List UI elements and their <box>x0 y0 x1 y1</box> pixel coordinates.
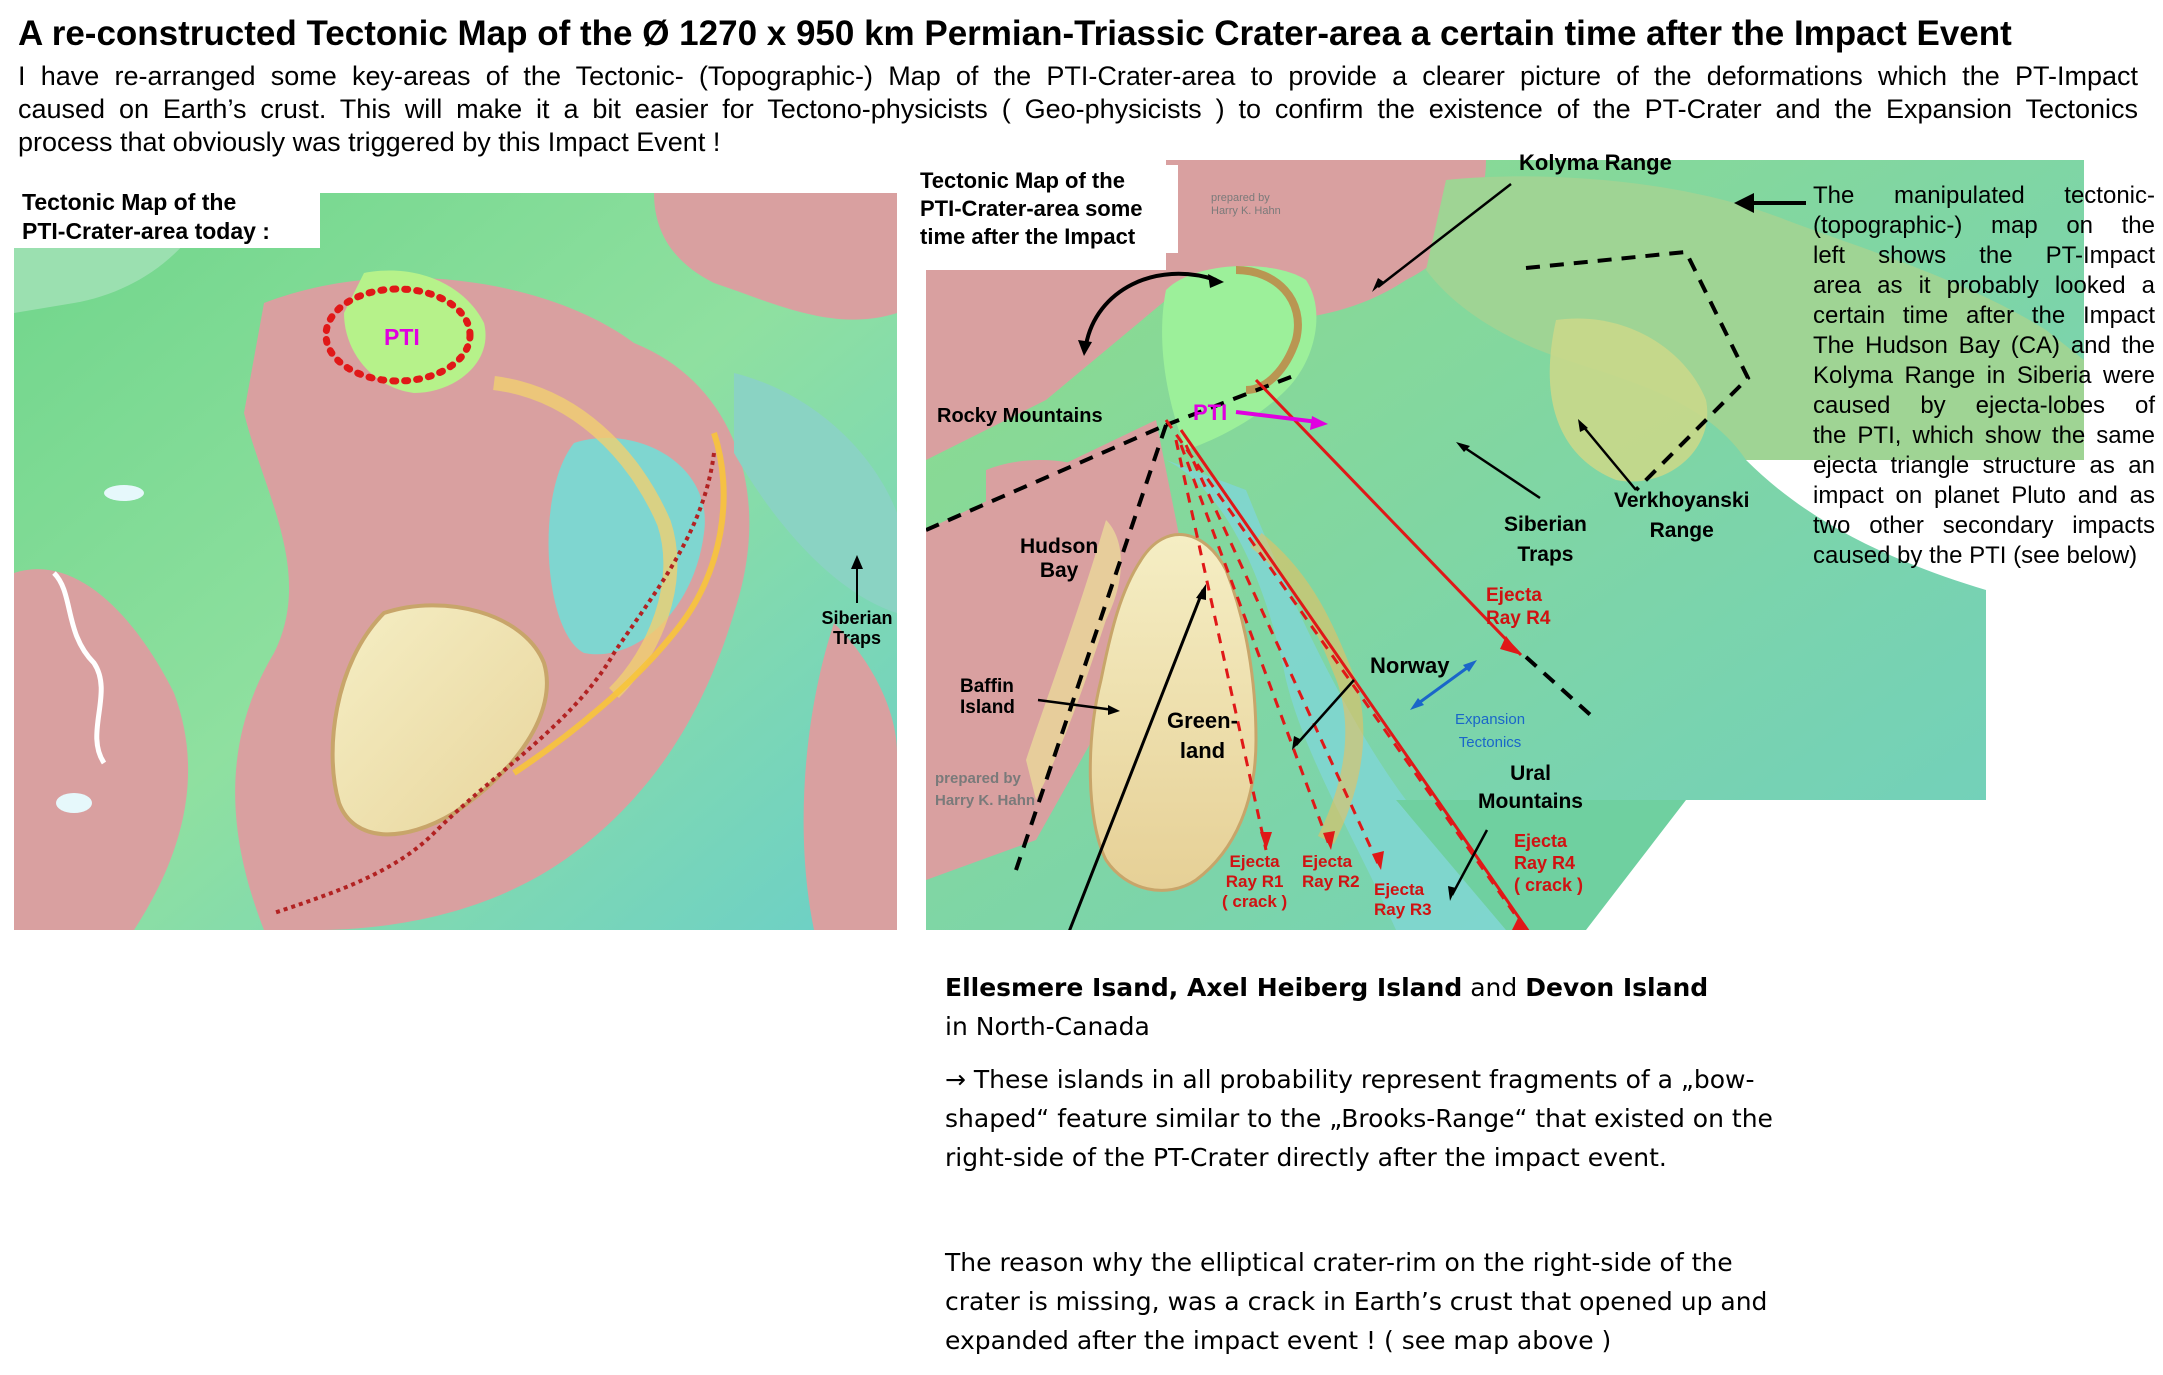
right-caption-line-3: time after the Impact <box>920 224 1136 249</box>
baffin-line-2: Island <box>960 697 1015 718</box>
greenland-line-2: land <box>1179 738 1226 763</box>
tectonic-map-today-graphic <box>14 193 897 930</box>
siberian-line-1: Siberian <box>1504 513 1587 536</box>
verkhoyanski-range-label <box>1614 486 1749 546</box>
left-map-caption <box>14 186 320 248</box>
siberian-line-2: Traps <box>1517 543 1574 566</box>
tectonic-map-today <box>14 193 897 930</box>
prepared-small-1: prepared by <box>1211 192 1270 204</box>
rocky-mountains-label: Rocky Mountains <box>937 405 1103 427</box>
left-siberian-traps-2: Traps <box>832 628 882 648</box>
hudson-bay-label <box>1020 535 1098 583</box>
prepared-line-1: prepared by <box>935 770 1021 787</box>
ural-line-2: Mountains <box>1478 790 1583 813</box>
r4b-line-3: ( crack ) <box>1514 875 1584 895</box>
side-line-5: certain time after the Impact <box>1813 302 2155 329</box>
side-note <box>1813 181 2155 571</box>
ejecta-ray-r1-label <box>1222 852 1287 912</box>
ural-mountains-label <box>1478 760 1583 816</box>
hudson-line-1: Hudson <box>1020 535 1099 558</box>
expansion-tectonics-label <box>1455 708 1525 754</box>
expansion-line-2: Tectonics <box>1458 734 1522 751</box>
r1-line-2: Ray R1 <box>1225 872 1284 891</box>
side-line-2: (topographic-) map on the <box>1813 212 2155 239</box>
right-caption-line-1: Tectonic Map of the <box>920 168 1125 193</box>
r3-line-2: Ray R3 <box>1374 900 1432 919</box>
intro-line-1: I have re-arranged some key-areas of the Tectonic- (Topographic-) Map of the PTI-Crater-area to provide a clearer picture of the deformations which the PT-Impact <box>18 61 2138 91</box>
side-line-12: two other secondary impacts <box>1813 512 2155 539</box>
ejecta-ray-r3-label <box>1374 880 1432 920</box>
hudson-line-2: Bay <box>1039 559 1079 582</box>
left-pti-label: PTI <box>384 324 420 350</box>
right-map-caption <box>912 165 1178 253</box>
islands-heading <box>945 968 1775 1046</box>
r2-line-1: Ejecta <box>1302 852 1353 871</box>
prepared-line-2: Harry K. Hahn <box>935 792 1036 809</box>
side-line-10: ejecta triangle structure as an <box>1813 452 2155 479</box>
left-caption-line-2: PTI-Crater-area today : <box>22 218 270 244</box>
r4b-line-1: Ejecta <box>1514 831 1568 851</box>
ejecta-ray-r4-label <box>1486 584 1550 630</box>
islands-heading-line-2: in North-Canada <box>945 1012 1150 1041</box>
baffin-island-label <box>960 676 1015 718</box>
side-line-6: The Hudson Bay (CA) and the <box>1813 332 2155 359</box>
r3-line-1: Ejecta <box>1374 880 1425 899</box>
r1-line-3: ( crack ) <box>1222 892 1288 911</box>
side-line-3: left shows the PT-Impact <box>1813 242 2155 269</box>
side-line-7: Kolyma Range in Siberia were <box>1813 362 2155 389</box>
crater-rim-paragraph: The reason why the elliptical crater-rim on the right-side of the crater is missing, was a crack in Earth’s crust that opened up and expanded after the impact event ! ( see map above ) <box>945 1248 1768 1355</box>
greenland-label <box>1167 706 1238 766</box>
prepared-by-label <box>935 768 1035 812</box>
intro-paragraph <box>18 60 2138 159</box>
islands-paragraph: → These islands in all probability represent fragments of a „bow-shaped“ feature similar to the „Brooks-Range“ that existed on the right-side of the PT-Crater directly after the impact event. <box>945 1065 1773 1172</box>
verkhoyanski-line-2: Range <box>1649 519 1714 542</box>
side-line-11: impact on planet Pluto and as <box>1813 482 2155 509</box>
ejecta-ray-r4-crack-label <box>1514 830 1583 896</box>
baffin-line-1: Baffin <box>960 676 1014 697</box>
side-note-arrow <box>1730 188 1810 218</box>
page-title: A re-constructed Tectonic Map of the Ø 1270 x 950 km Permian-Triassic Crater-area a certain time after the Impact Event <box>18 14 2012 53</box>
ray-r4-line-1: Ejecta <box>1486 585 1542 606</box>
verkhoyanski-line-1: Verkhoyanski <box>1614 489 1750 512</box>
intro-line-3: process that obviously was triggered by this Impact Event ! <box>18 127 721 157</box>
kolyma-range-label: Kolyma Range <box>1519 150 1672 175</box>
ejecta-ray-r2-label <box>1302 852 1360 892</box>
siberian-traps-label <box>1504 510 1587 570</box>
greenland-line-1: Green- <box>1167 708 1238 733</box>
right-caption-line-2: PTI-Crater-area some <box>920 196 1143 221</box>
right-pti-label: PTI <box>1193 400 1228 425</box>
islands-bold-2: Devon Island <box>1525 973 1709 1002</box>
expansion-line-1: Expansion <box>1455 711 1526 728</box>
ray-r4-line-2: Ray R4 <box>1486 608 1551 629</box>
side-line-8: caused by ejecta-lobes of <box>1813 392 2155 419</box>
prepared-small-2: Harry K. Hahn <box>1211 205 1281 217</box>
left-caption-line-1: Tectonic Map of the <box>22 189 237 215</box>
side-line-1: The manipulated tectonic- <box>1813 182 2155 209</box>
islands-bold-1: Ellesmere Isand, Axel Heiberg Island <box>945 973 1463 1002</box>
r1-line-1: Ejecta <box>1229 852 1280 871</box>
r2-line-2: Ray R2 <box>1302 872 1360 891</box>
islands-and: and <box>1462 973 1526 1002</box>
left-siberian-traps-1: Siberian <box>821 608 893 628</box>
prepared-by-small <box>1211 192 1281 218</box>
islands-heading-line-1 <box>945 968 1775 1007</box>
ural-line-1: Ural <box>1510 762 1551 785</box>
norway-label: Norway <box>1370 653 1450 678</box>
side-line-13: caused by the PTI (see below) <box>1813 542 2138 569</box>
side-line-9: the PTI, which show the same <box>1813 422 2155 449</box>
intro-line-2: caused on Earth’s crust. This will make it a bit easier for Tectono-physicists ( Geo-physicists ) to confirm the existence of the PT-Crater and the Expansion Tectonics <box>18 94 2138 124</box>
side-line-4: area as it probably looked a <box>1813 272 2155 299</box>
r4b-line-2: Ray R4 <box>1514 853 1576 873</box>
